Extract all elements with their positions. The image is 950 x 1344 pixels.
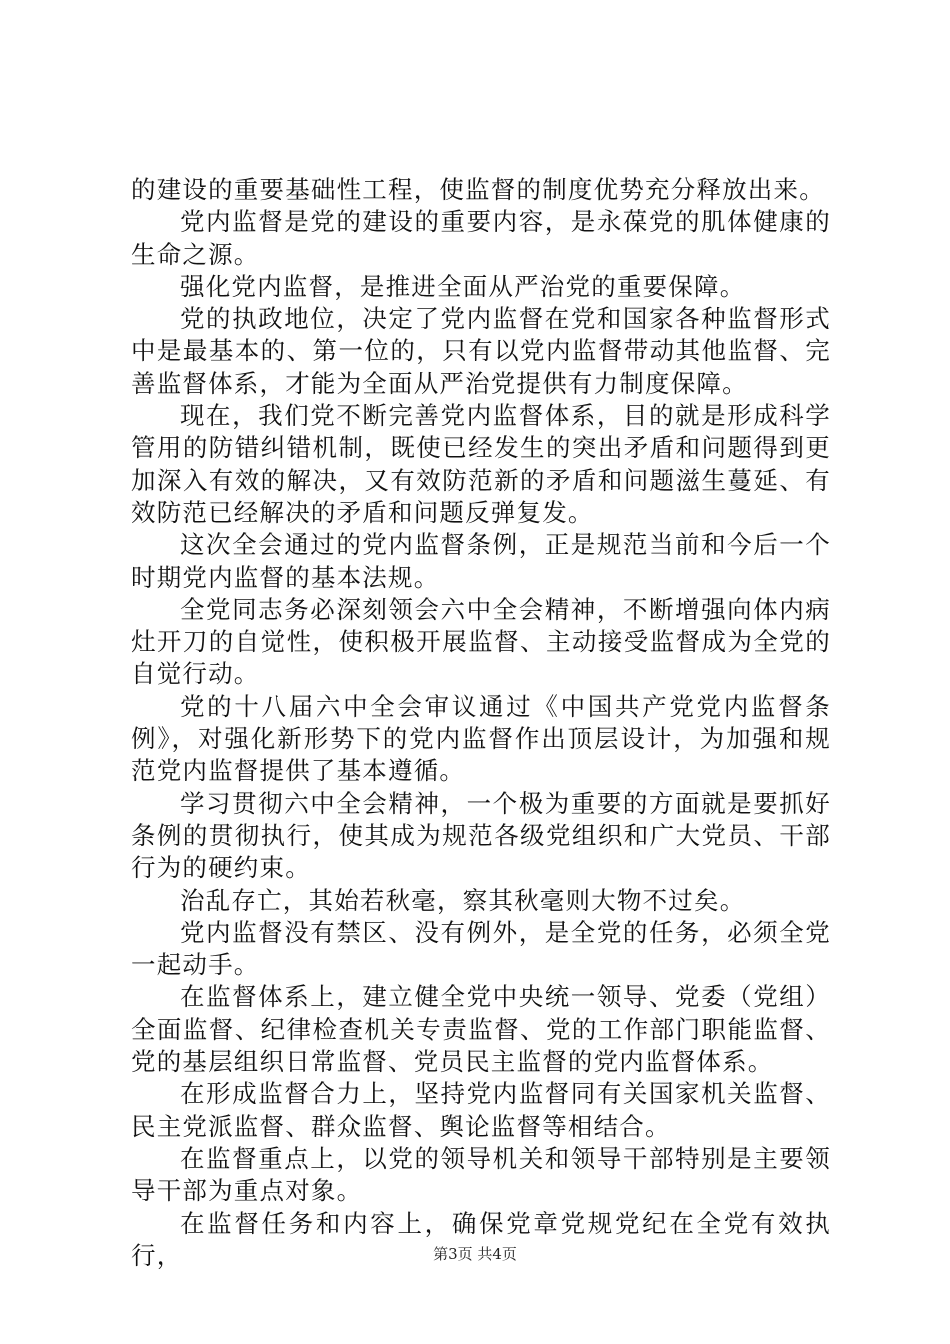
paragraph-4: 党的执政地位，决定了党内监督在党和国家各种监督形式中是最基本的、第一位的，只有以党内监督带动其他监督、完善监督体系，才能为全面从严治党提供有力制度保障。 <box>131 304 831 398</box>
paragraph-6: 这次全会通过的党内监督条例，正是规范当前和今后一个时期党内监督的基本法规。 <box>131 530 831 592</box>
paragraph-15: 在监督任务和内容上，确保党章党规党纪在全党有效执行， <box>131 1208 831 1270</box>
paragraph-11: 党内监督没有禁区、没有例外，是全党的任务，必须全党一起动手。 <box>131 917 831 980</box>
paragraph-3: 强化党内监督，是推进全面从严治党的重要保障。 <box>180 271 746 301</box>
page-footer <box>0 1243 950 1264</box>
paragraph-13: 在形成监督合力上，坚持党内监督同有关国家机关监督、民主党派监督、群众监督、舆论监督等相结合。 <box>131 1079 831 1141</box>
paragraph-10: 治乱存亡，其始若秋毫，察其秋毫则大物不过矣。 <box>180 885 746 915</box>
paragraph-5: 现在，我们党不断完善党内监督体系，目的就是形成科学管用的防错纠错机制，既使已经发生的突出矛盾和问题得到更加深入有效的解决，又有效防范新的矛盾和问题滋生蔓延、有效防范已经解决的矛盾和问题反弹复发。 <box>131 401 831 527</box>
paragraph-7: 全党同志务必深刻领会六中全会精神，不断增强向体内病灶开刀的自觉性，使积极开展监督、主动接受监督成为全党的自觉行动。 <box>131 594 831 689</box>
page-number-label: 第3页 共4页 <box>433 1245 517 1263</box>
paragraph-8: 党的十八届六中全会审议通过《中国共产党党内监督条例》，对强化新形势下的党内监督作出顶层设计，为加强和规范党内监督提供了基本遵循。 <box>131 691 831 786</box>
paragraph-14: 在监督重点上，以党的领导机关和领导干部特别是主要领导干部为重点对象。 <box>131 1143 831 1206</box>
paragraph-1: 的建设的重要基础性工程，使监督的制度优势充分释放出来。 <box>131 175 825 204</box>
paragraph-2: 党内监督是党的建设的重要内容，是永葆党的肌体健康的生命之源。 <box>131 207 831 269</box>
paragraph-12: 在监督体系上，建立健全党中央统一领导、党委（党组）全面监督、纪律检查机关专责监督、党的工作部门职能监督、党的基层组织日常监督、党员民主监督的党内监督体系。 <box>131 982 831 1077</box>
document-body <box>131 174 831 1272</box>
paragraph-9: 学习贯彻六中全会精神，一个极为重要的方面就是要抓好条例的贯彻执行，使其成为规范各级党组织和广大党员、干部行为的硬约束。 <box>131 788 831 883</box>
